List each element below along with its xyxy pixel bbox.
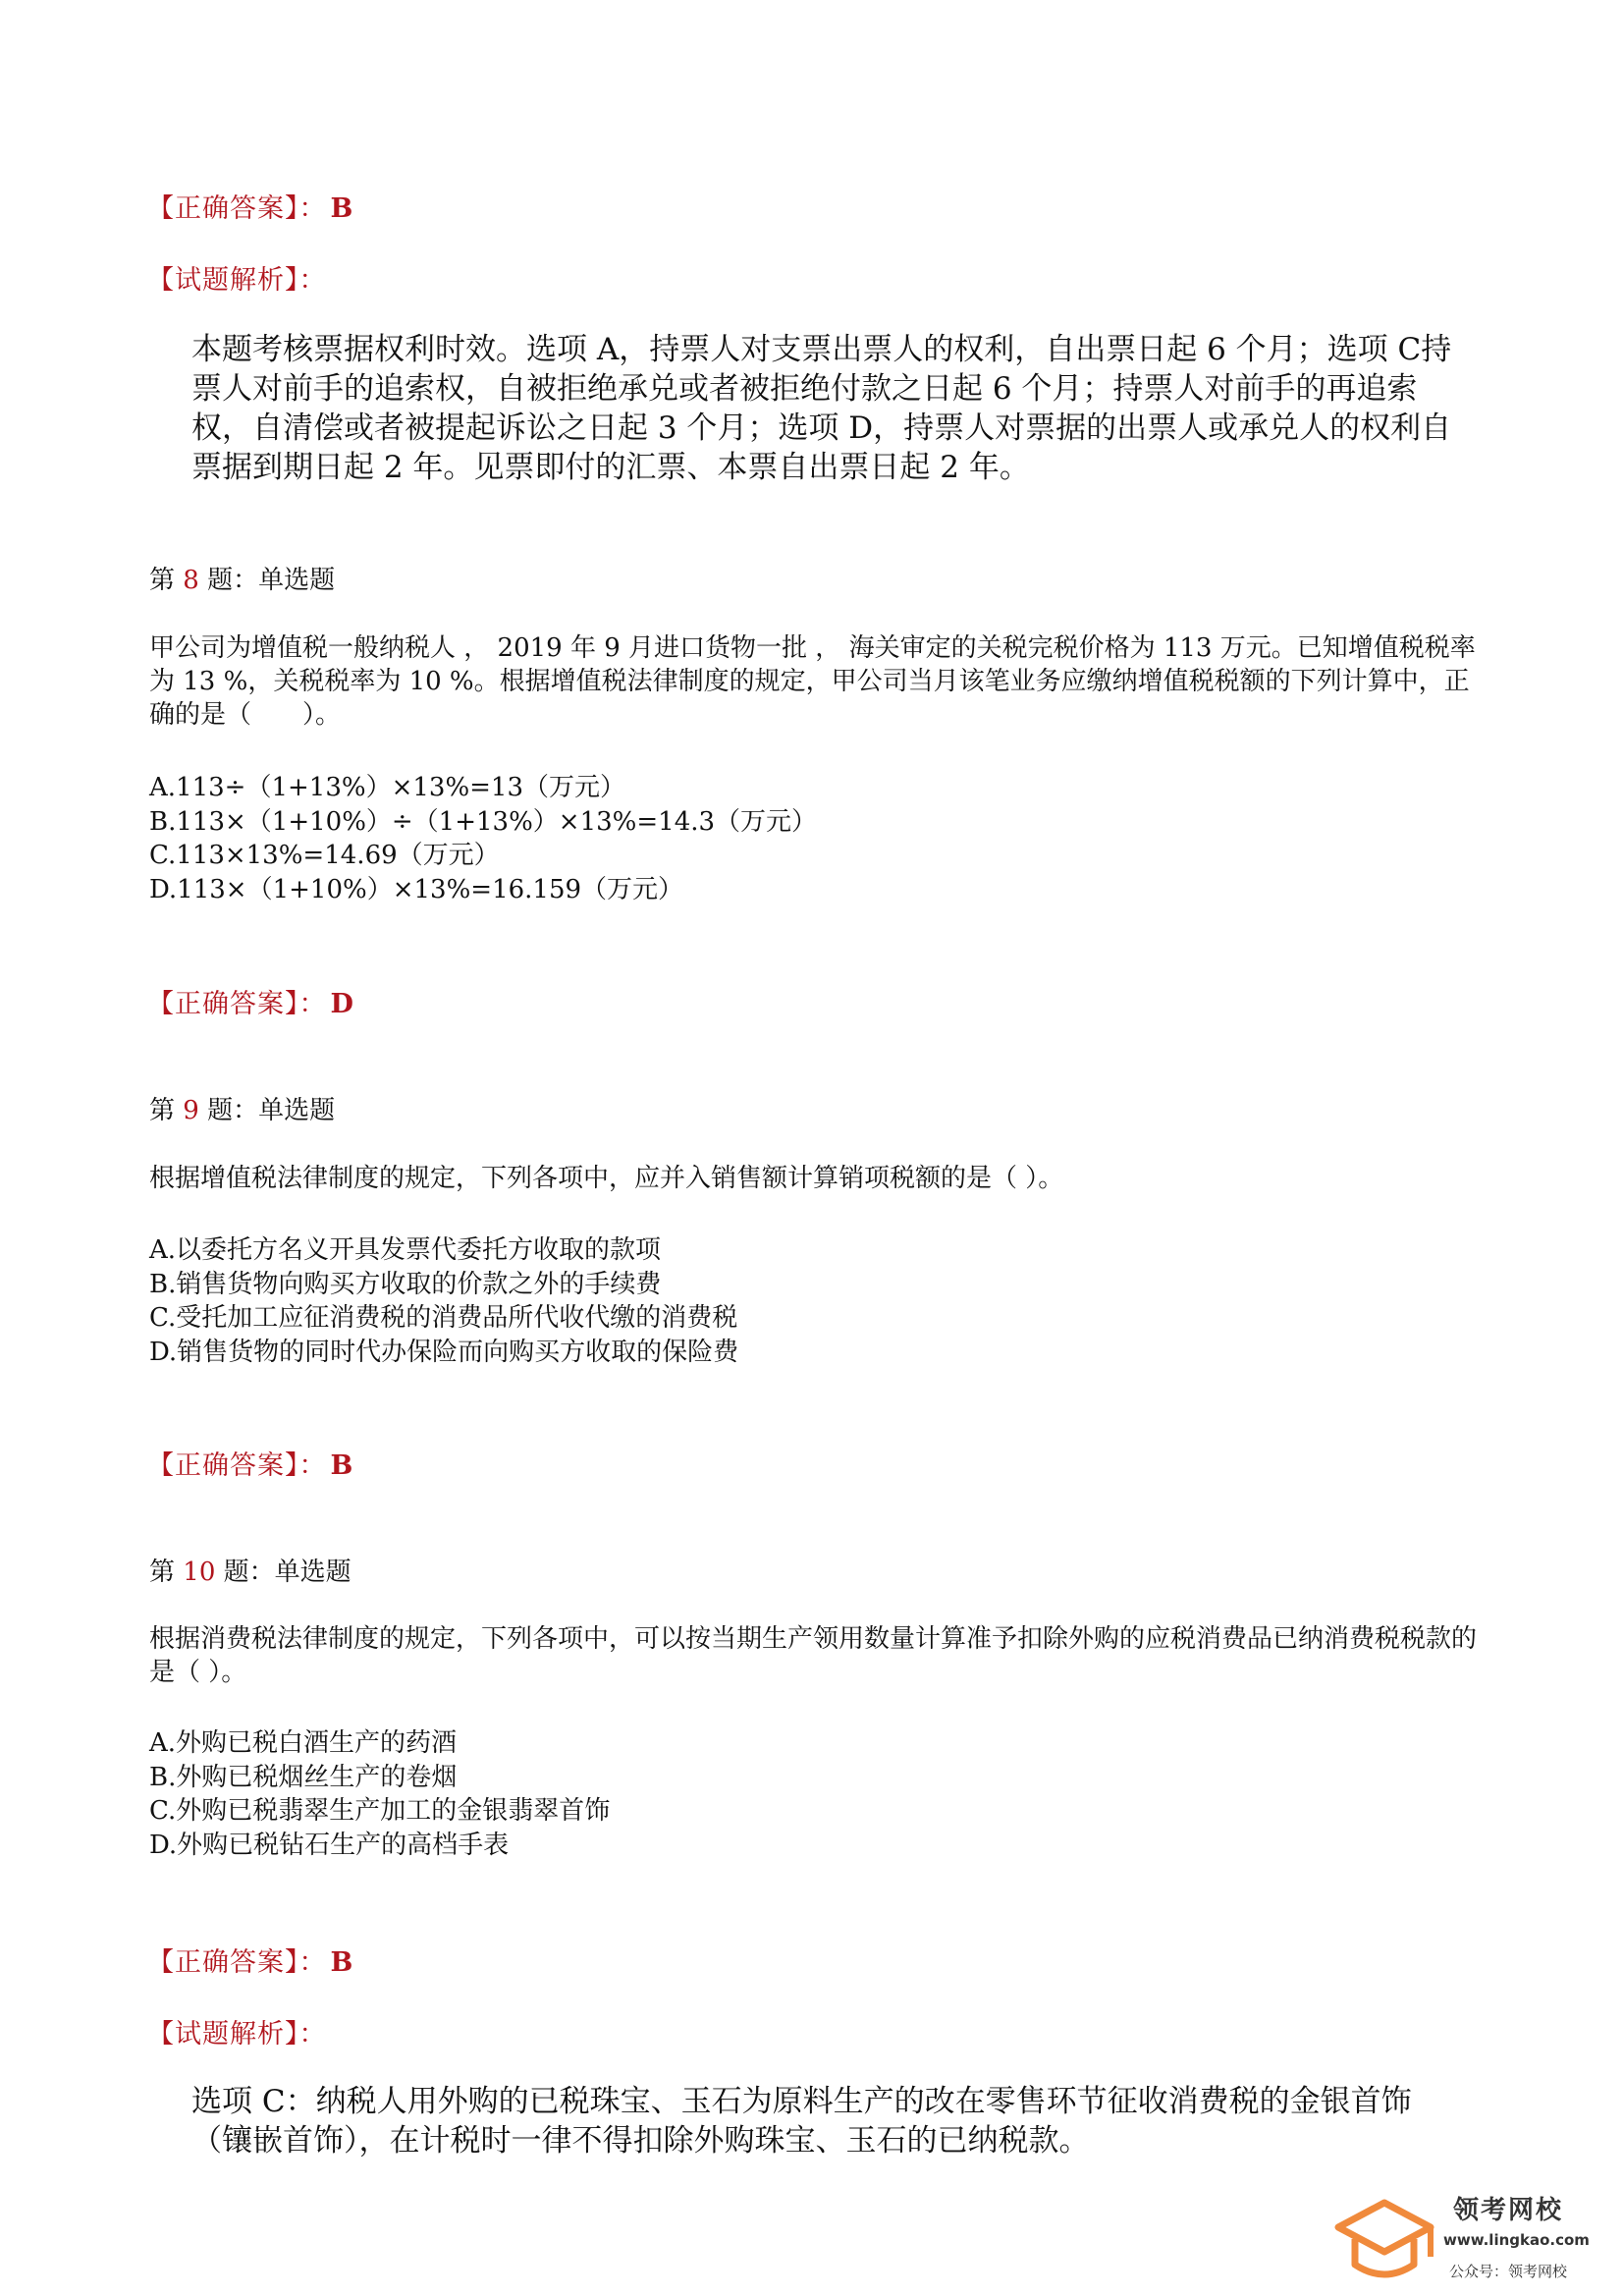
correct-answer-q8 (147, 982, 354, 1020)
answer-value: B (330, 1450, 354, 1481)
graduation-cap-logo-icon (1330, 2198, 1438, 2291)
answer-value: D (330, 989, 354, 1019)
logo-url[interactable]: www.lingkao.com (1443, 2231, 1590, 2249)
question-number: 8 (183, 566, 199, 595)
question-type: 题：单选题 (223, 1558, 352, 1587)
question-text-q9: 根据增值税法律制度的规定，下列各项中，应并入销售额计算销项税额的是（ ）。 (149, 1164, 1064, 1193)
answer-label: 【正确答案】： (147, 1947, 327, 1978)
question-prefix: 第 (149, 566, 176, 595)
option-c: C.受托加工应征消费税的消费品所代收代缴的消费税 (149, 1303, 738, 1333)
correct-answer-q7 (147, 187, 353, 225)
logo-wechat: 公众号：领考网校 (1449, 2263, 1568, 2280)
answer-value: B (330, 193, 354, 224)
explanation-label-q7: 【试题解析】： (147, 265, 327, 296)
option-b: B.销售货物向购买方收取的价款之外的手续费 (149, 1269, 662, 1299)
answer-label: 【正确答案】： (147, 193, 327, 224)
option-b: B.113×（1+10%）÷（1+13%）×13%=14.3（万元） (149, 806, 818, 837)
option-d: D.销售货物的同时代办保险而向购买方收取的保险费 (149, 1337, 739, 1367)
correct-answer-q10 (147, 1941, 353, 1979)
question-prefix: 第 (149, 1558, 176, 1587)
question-type: 题：单选题 (207, 1096, 336, 1125)
option-c: C.113×13%=14.69（万元） (149, 841, 500, 870)
answer-label: 【正确答案】： (147, 989, 327, 1019)
options-q10 (149, 1726, 610, 1862)
option-a: A.外购已税白酒生产的药酒 (149, 1728, 458, 1758)
question-header-q10 (149, 1552, 352, 1588)
option-d: D.113×（1+10%）×13%=16.159（万元） (149, 874, 684, 904)
option-d: D.外购已税钻石生产的高档手表 (149, 1830, 510, 1860)
question-text-q10: 根据消费税法律制度的规定，下列各项中，可以按当期生产领用数量计算准予扣除外购的应税消费品已纳消费税税款的是（ ）。 (149, 1624, 1478, 1687)
explanation-text-q7: 本题考核票据权利时效。选项 A，持票人对支票出票人的权利，自出票日起 6 个月；选项 C持票人对前手的追索权，自被拒绝承兑或者被拒绝付款之日起 6 个月；持票人对前手的再追索权，自清偿或者被提起诉讼之日起 3 个月；选项 D，持票人对票据的出票人或承兑人的权利自票据到期日起 2 年。见票即付的汇票、本票自出票日起 2 年。 (191, 332, 1452, 485)
question-number: 10 (183, 1558, 216, 1587)
option-b: B.外购已税烟丝生产的卷烟 (149, 1762, 458, 1792)
option-a: A.113÷（1+13%）×13%=13（万元） (149, 773, 626, 802)
explanation-label-q10: 【试题解析】： (147, 2019, 327, 2050)
explanation-text-q10: 选项 C：纳税人用外购的已税珠宝、玉石为原料生产的改在零售环节征收消费税的金银首饰（镶嵌首饰），在计税时一律不得扣除外购珠宝、玉石的已纳税款。 (191, 2084, 1412, 2159)
options-q8 (149, 771, 817, 906)
question-number: 9 (183, 1096, 199, 1125)
question-text-q8: 甲公司为增值税一般纳税人 ， 2019 年 9 月进口货物一批 ， 海关审定的关税完税价格为 113 万元。已知增值税税率为 13 %，关税税率为 10 %。根据增值税法律制度的规定，甲公司当月该笔业务应缴纳增值税税额的下列计算中，正确的是（ ）。 (149, 633, 1476, 730)
answer-value: B (330, 1947, 354, 1978)
question-prefix: 第 (149, 1096, 176, 1125)
question-header-q8 (149, 560, 335, 596)
options-q9 (149, 1233, 738, 1369)
option-c: C.外购已税翡翠生产加工的金银翡翠首饰 (149, 1796, 611, 1826)
option-a: A.以委托方名义开具发票代委托方收取的款项 (149, 1235, 662, 1265)
answer-label: 【正确答案】： (147, 1450, 327, 1481)
correct-answer-q9 (147, 1444, 353, 1482)
question-type: 题：单选题 (207, 566, 336, 595)
logo-name: 领考网校 (1453, 2196, 1564, 2225)
question-header-q9 (149, 1090, 335, 1126)
